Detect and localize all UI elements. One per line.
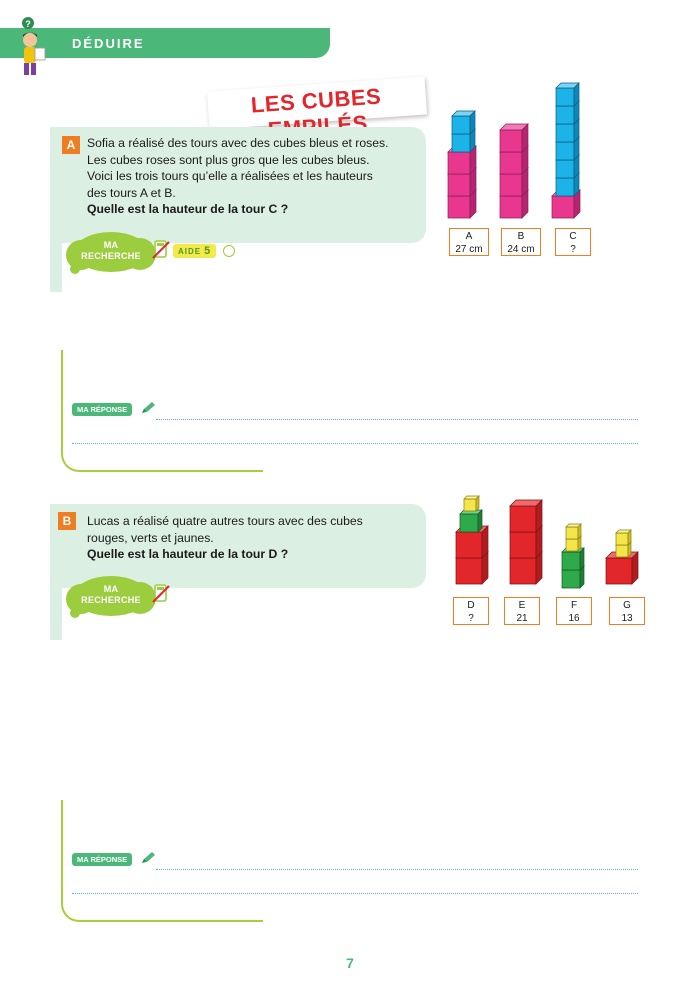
blue-cube (556, 83, 579, 106)
question-b-line: rouges, verts et jaunes. (87, 530, 214, 545)
aide-number: 5 (204, 245, 212, 257)
tower-name: E (518, 600, 526, 611)
answer-line-a1[interactable] (156, 419, 638, 420)
tower-e-label (504, 597, 540, 625)
tower-value: 27 cm (455, 244, 483, 255)
ma-recherche-cloud-b (64, 574, 156, 624)
aide-checkbox[interactable] (223, 245, 235, 257)
blue-cube (452, 111, 475, 134)
tower-g-label (609, 597, 645, 625)
tower-name: F (570, 600, 578, 611)
question-b-line: Lucas a réalisé quatre autres tours avec des cubes (87, 514, 363, 528)
tower-value: 16 (568, 613, 580, 624)
tower-name: C (569, 231, 577, 242)
cloud-shape (70, 608, 80, 618)
page-title: LES CUBES (250, 83, 382, 118)
tower-name: D (467, 600, 475, 611)
tower-value: ? (468, 613, 474, 624)
tower-name: A (465, 231, 473, 242)
ma-recherche-label (74, 584, 148, 606)
answer-line-a2[interactable] (72, 443, 638, 444)
tower-illustration-abc (440, 80, 600, 225)
tower-value: 13 (621, 613, 633, 624)
answer-line-b2[interactable] (72, 893, 638, 894)
recherche-label: RECHERCHE (81, 595, 141, 605)
answer-line-b1[interactable] (156, 869, 638, 870)
ma-reponse-tag-a: MA RÉPONSE (72, 403, 132, 416)
cloud-shape (70, 264, 80, 274)
question-a-text (87, 135, 422, 218)
question-a-line: Voici les trois tours qu’elle a réalisées et les hauteurs (87, 169, 373, 183)
question-a-side (50, 127, 62, 292)
thinking-child-icon (10, 16, 50, 80)
tower-value: 21 (516, 613, 528, 624)
aide-label: AIDE (178, 247, 202, 256)
section-label: DÉDUIRE (72, 36, 145, 51)
question-a-line: Les cubes roses sont plus gros que les cubes bleus. (87, 152, 370, 167)
pink-cube (500, 124, 528, 152)
tower-a-label (449, 228, 489, 256)
tower-illustration-defg (450, 490, 650, 590)
svg-text:?: ? (25, 19, 31, 29)
pencil-icon (140, 851, 156, 865)
question-b-prompt: Quelle est la hauteur de la tour D ? (87, 547, 289, 561)
ma-label: MA (103, 584, 119, 594)
recherche-label: RECHERCHE (81, 251, 141, 261)
question-b-badge: B (58, 512, 76, 530)
red-cube (510, 500, 542, 532)
tower-value: ? (570, 244, 576, 255)
tower-f-label (556, 597, 592, 625)
question-b-text (87, 513, 422, 563)
aide-badge[interactable] (173, 244, 216, 258)
calculator-crossed-icon (152, 240, 170, 260)
tower-name: B (517, 231, 525, 242)
calculator-crossed-icon (152, 584, 170, 604)
ma-label: MA (103, 240, 119, 250)
question-a-line: Sofia a réalisé des tours avec des cubes bleus et roses. (87, 136, 389, 150)
tower-value: 24 cm (507, 244, 535, 255)
yellow-cube (464, 496, 479, 511)
yellow-cube (616, 530, 631, 545)
ma-recherche-label (74, 240, 148, 262)
tower-name: G (623, 600, 631, 611)
green-cube (460, 510, 482, 532)
page-number: 7 (346, 955, 354, 971)
ma-reponse-tag-b: MA RÉPONSE (72, 853, 132, 866)
ma-recherche-cloud-a (64, 230, 156, 280)
yellow-cube (566, 524, 581, 539)
question-a-prompt: Quelle est la hauteur de la tour C ? (87, 202, 289, 216)
question-a-badge: A (62, 136, 80, 154)
question-a-line: des tours A et B. (87, 185, 176, 200)
tower-d-label (453, 597, 489, 625)
pencil-icon (140, 401, 156, 415)
tower-c-label (555, 228, 591, 256)
tower-b-label (501, 228, 541, 256)
